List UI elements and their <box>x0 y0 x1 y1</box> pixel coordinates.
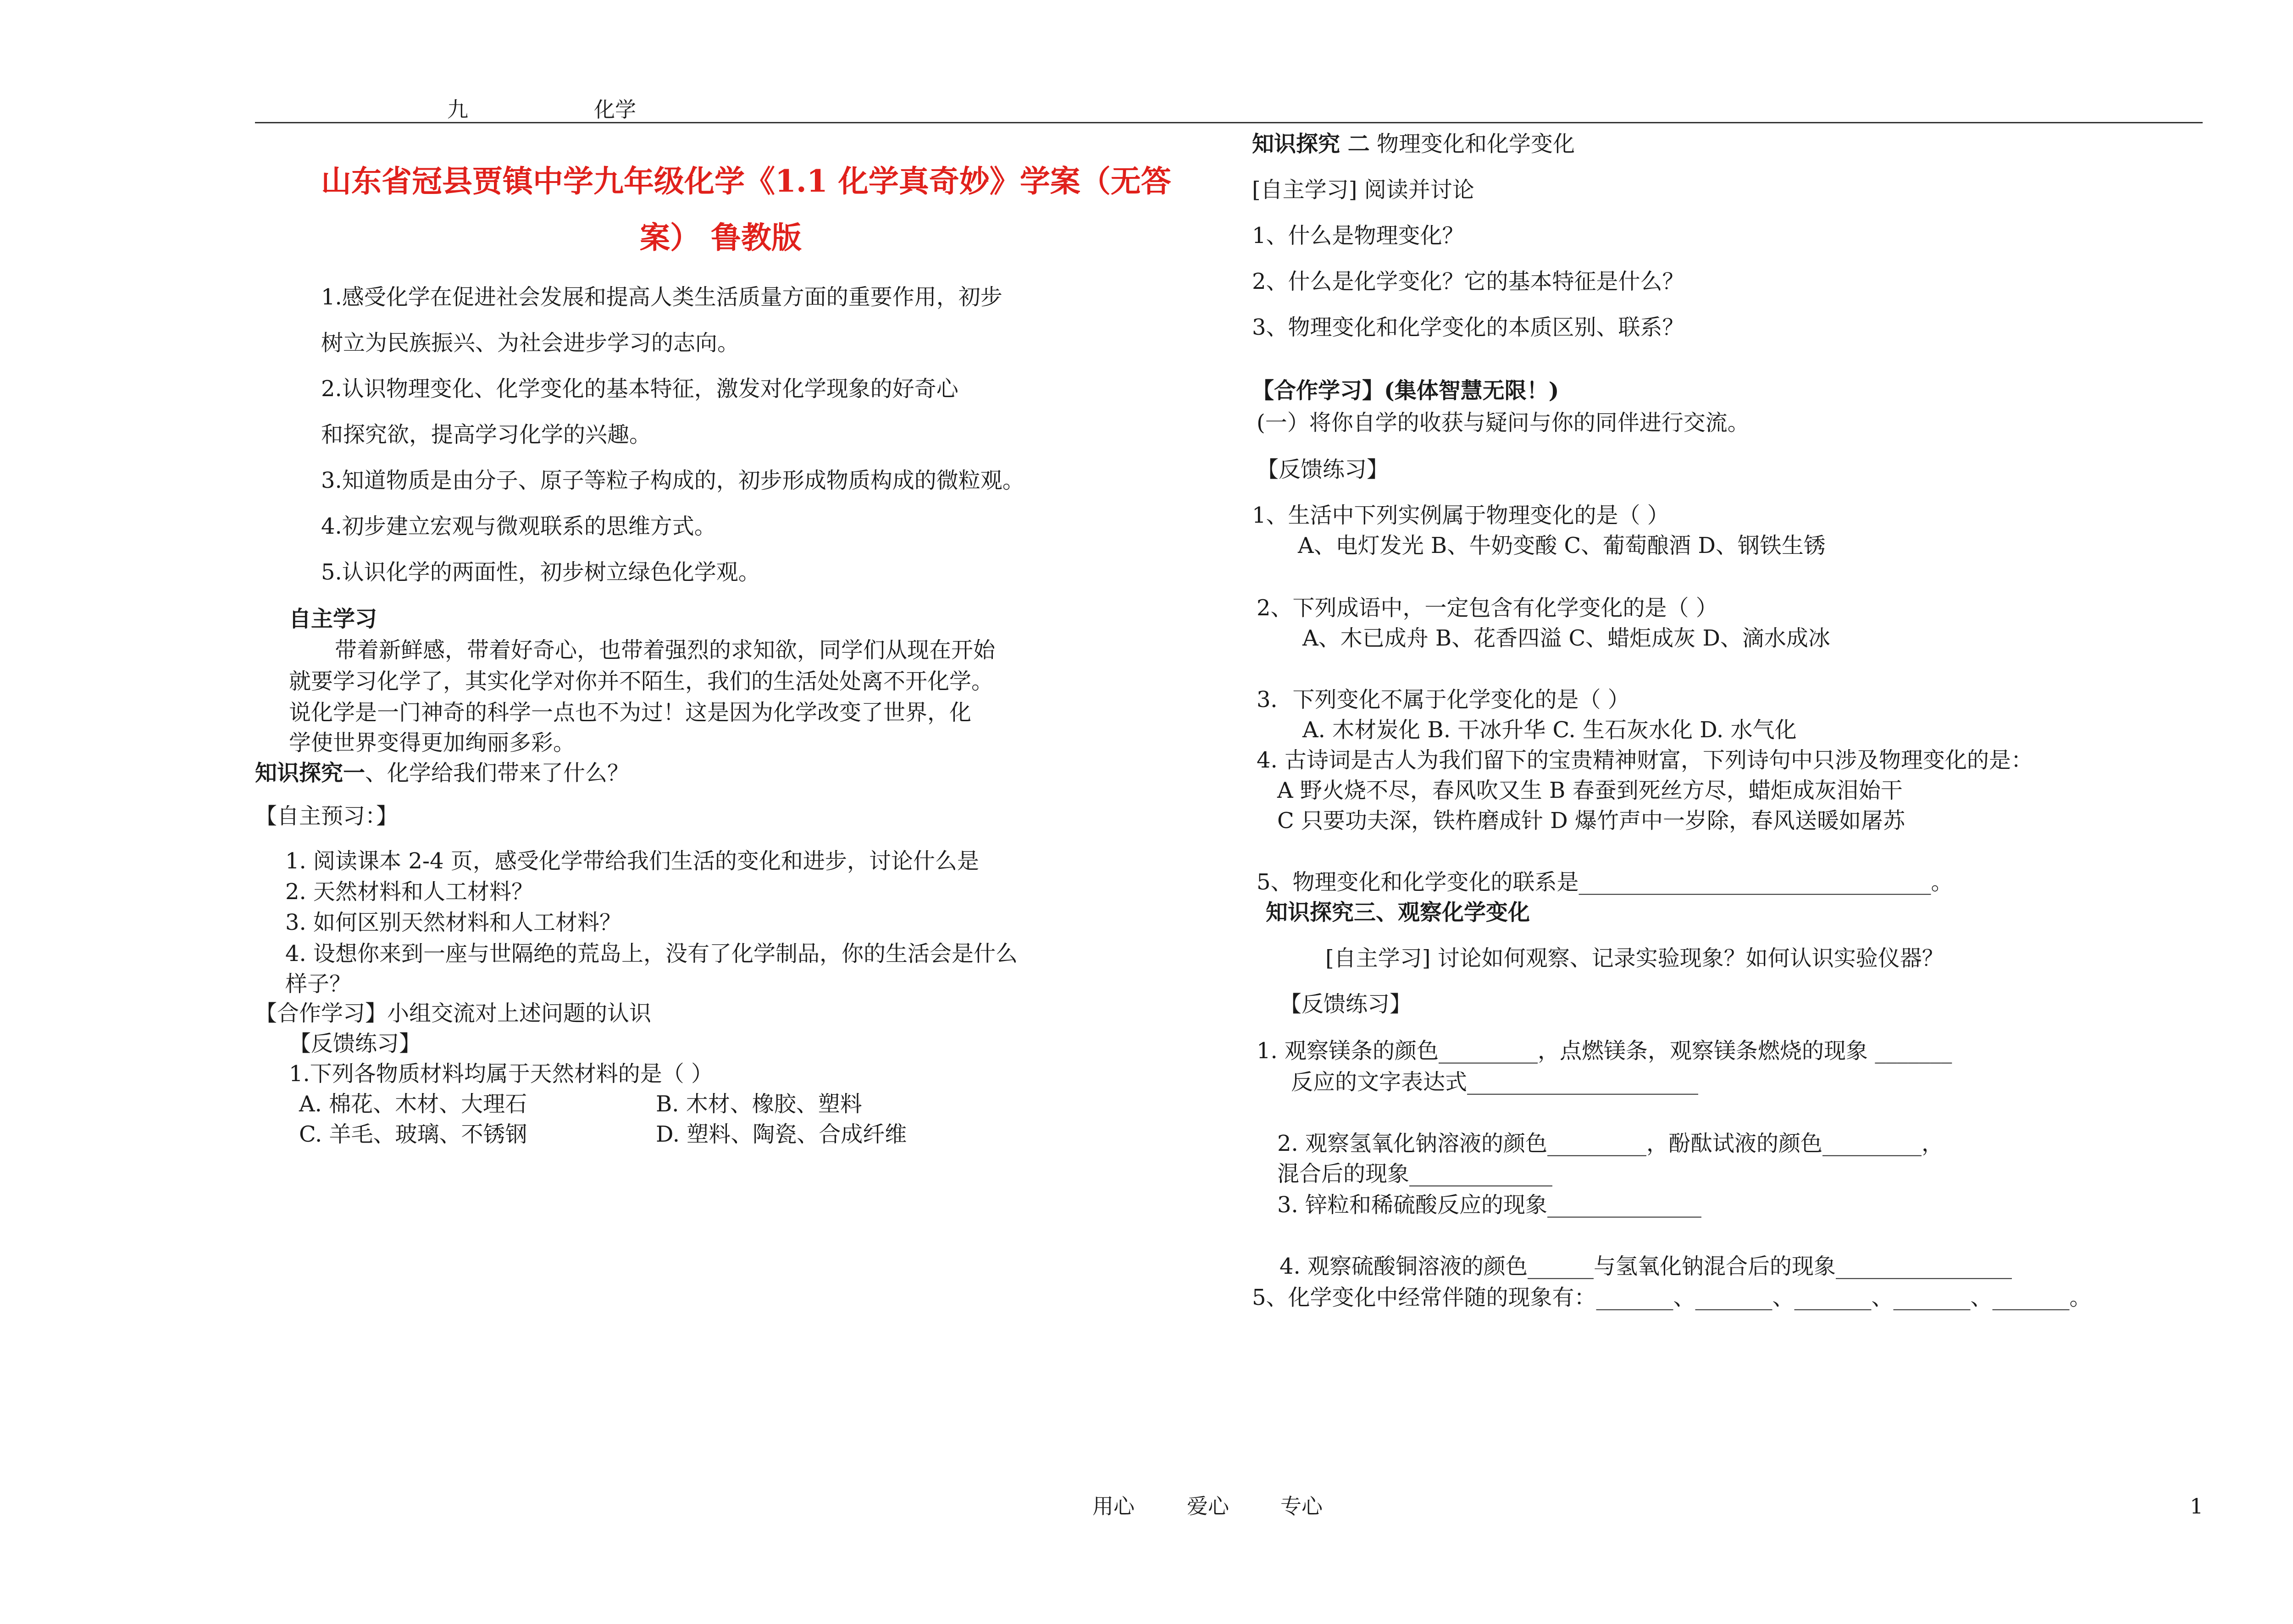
feedback-heading: 【反馈练习】 <box>1257 457 1389 482</box>
coop-heading: 【合作学习】(集体智慧无限！) <box>1252 378 1559 403</box>
footer-motto-3: 专心 <box>1280 1494 1323 1519</box>
explore-one-text: 、化学给我们带来了什么？ <box>365 760 630 786</box>
page-number: 1 <box>2190 1494 2204 1519</box>
preview-item: 4. 设想你来到一座与世隔绝的荒岛上，没有了化学制品，你的生活会是什么 <box>285 941 1018 967</box>
explore-two-heading <box>1252 130 1575 158</box>
footer-motto-1: 用心 <box>1092 1494 1135 1519</box>
question-1: 1、生活中下列实例属于物理变化的是（ ） <box>1252 503 1669 528</box>
page-title: 山东省冠县贾镇中学九年级化学《1.1 化学真奇妙》学案（无答 <box>321 163 1171 199</box>
question-2: 2、下列成语中，一定包含有化学变化的是（ ） <box>1257 595 1718 621</box>
question-4-options-cd: C 只要功夫深，铁杵磨成针 D 爆竹声中一岁除，春风送暖如屠苏 <box>1277 808 1905 834</box>
discussion-question: 1、什么是物理变化？ <box>1252 223 1464 249</box>
question-4-options-ab: A 野火烧不尽，春风吹又生 B 春蚕到死丝方尽，蜡炬成灰泪始干 <box>1277 778 1903 803</box>
preview-item: 1. 阅读课本 2-4 页，感受化学带给我们生活的变化和进步，讨论什么是 <box>285 848 979 874</box>
footer-motto-2: 爱心 <box>1187 1494 1229 1519</box>
header-rule <box>255 122 2203 123</box>
self-study-heading: 自主学习 <box>289 606 377 632</box>
self-study-text: 带着新鲜感，带着好奇心，也带着强烈的求知欲，同学们从现在开始 <box>335 637 996 663</box>
coop-text: (一）将你自学的收获与疑问与你的同伴进行交流。 <box>1257 410 1750 436</box>
observation-2-result: 混合后的现象_____________ <box>1277 1161 1553 1187</box>
explore-three-heading: 知识探究三、观察化学变化 <box>1266 900 1530 925</box>
self-study-label-3: [自主学习] 讨论如何观察、记录实验现象？如何认识实验仪器？ <box>1325 945 1944 971</box>
self-study-text: 说化学是一门神奇的科学一点也不为过！这是因为化学改变了世界，化 <box>289 700 972 725</box>
preview-item: 2. 天然材料和人工材料？ <box>285 879 534 905</box>
preview-heading: 【自主预习：】 <box>255 803 399 829</box>
discussion-question: 2、什么是化学变化？它的基本特征是什么？ <box>1252 269 1684 294</box>
observation-2: 2. 观察氢氧化钠溶液的颜色_________，酚酞试液的颜色_________， <box>1277 1131 1944 1156</box>
preview-item: 样子？ <box>285 971 352 997</box>
header-grade: 九 <box>447 97 468 122</box>
question-1: 1.下列各物质材料均属于天然材料的是（ ） <box>289 1061 714 1087</box>
goal-line: 和探究欲，提高学习化学的兴趣。 <box>321 422 652 447</box>
goal-line: 1.感受化学在促进社会发展和提高人类生活质量方面的重要作用，初步 <box>321 284 1002 310</box>
observation-4: 4. 观察硫酸铜溶液的颜色______与氢氧化钠混合后的现象________________ <box>1279 1254 2012 1279</box>
question-3-options: A. 木材炭化 B. 干冰升华 C. 生石灰水化 D. 水气化 <box>1302 717 1797 743</box>
goal-line: 2.认识物理变化、化学变化的基本特征，激发对化学现象的好奇心 <box>321 376 958 402</box>
goal-line: 3.知道物质是由分子、原子等粒子构成的，初步形成物质构成的微粒观。 <box>321 468 1025 493</box>
option-a: A. 棉花、木材、大理石 <box>299 1091 527 1117</box>
page-title-cont: 案） 鲁教版 <box>640 220 802 255</box>
goal-line: 4.初步建立宏观与微观联系的思维方式。 <box>321 514 716 539</box>
explore-two-text: 物理变化和化学变化 <box>1369 131 1575 157</box>
goal-line: 5.认识化学的两面性，初步树立绿色化学观。 <box>321 559 760 585</box>
question-1-options: A、电灯发光 B、牛奶变酸 C、葡萄酿酒 D、钢铁生锈 <box>1298 533 1826 558</box>
self-study-text: 学使世界变得更加绚丽多彩。 <box>289 730 576 756</box>
question-3: 3．下列变化不属于化学变化的是（ ） <box>1257 687 1630 713</box>
question-5: 5、物理变化和化学变化的联系是________________________________。 <box>1257 869 1953 895</box>
explore-two-label: 知识探究 二 <box>1252 131 1370 157</box>
explore-one-label: 知识探究一 <box>255 760 366 786</box>
observation-5: 5、化学变化中经常伴随的现象有：_______、_______、_______、_______、_______。 <box>1252 1285 2092 1310</box>
discussion-question: 3、物理变化和化学变化的本质区别、联系？ <box>1252 315 1684 340</box>
self-study-text: 就要学习化学了，其实化学对你并不陌生，我们的生活处处离不开化学。 <box>289 668 994 694</box>
self-study-label: [自主学习] 阅读并讨论 <box>1252 177 1474 203</box>
feedback-heading-3: 【反馈练习】 <box>1279 991 1412 1017</box>
option-d: D. 塑料、陶瓷、合成纤维 <box>656 1121 907 1147</box>
coop-study: 【合作学习】小组交流对上述问题的认识 <box>255 1000 652 1026</box>
option-c: C. 羊毛、玻璃、不锈钢 <box>299 1121 527 1147</box>
goal-line: 树立为民族振兴、为社会进步学习的志向。 <box>321 330 740 356</box>
explore-one-heading <box>255 759 629 787</box>
feedback-heading: 【反馈练习】 <box>289 1031 421 1056</box>
observation-1: 1. 观察镁条的颜色_________，点燃镁条，观察镁条燃烧的现象 _______ <box>1257 1038 1952 1064</box>
preview-item: 3. 如何区别天然材料和人工材料？ <box>285 910 622 935</box>
observation-3: 3. 锌粒和稀硫酸反应的现象______________ <box>1277 1192 1702 1218</box>
question-2-options: A、木已成舟 B、花香四溢 C、蜡炬成灰 D、滴水成冰 <box>1302 625 1830 651</box>
option-b: B. 木材、橡胶、塑料 <box>656 1091 862 1117</box>
header-subject: 化学 <box>594 97 636 122</box>
observation-1-expression: 反应的文字表达式_____________________ <box>1291 1069 1699 1095</box>
question-4: 4. 古诗词是古人为我们留下的宝贵精神财富，下列诗句中只涉及物理变化的是： <box>1257 747 2033 773</box>
